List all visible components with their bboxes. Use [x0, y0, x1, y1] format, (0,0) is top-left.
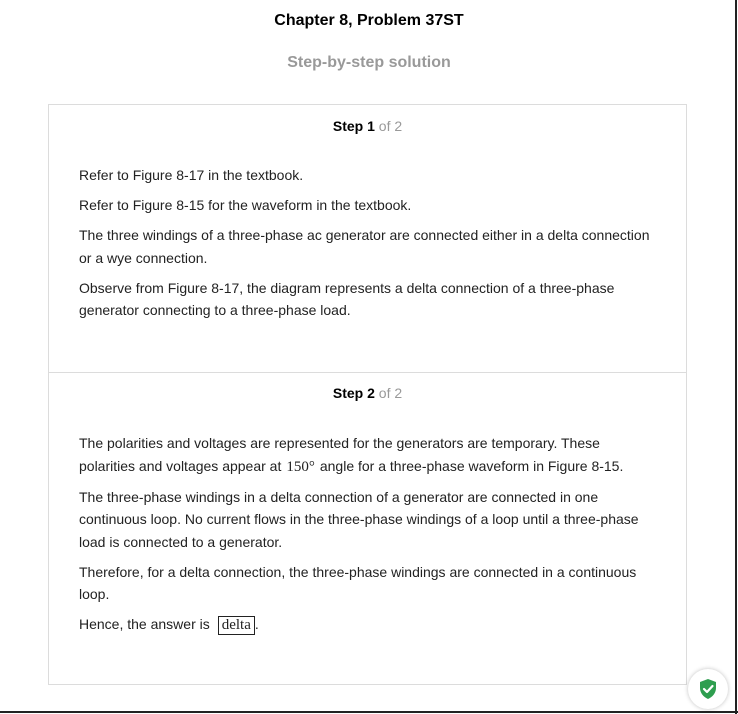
step-1-body	[79, 164, 659, 329]
step-1-number: 1	[367, 118, 375, 134]
step-1-paragraph: Observe from Figure 8-17, the diagram represents a delta connection of a three-phase generator connecting to a three-phase load.	[79, 279, 615, 318]
step-2-paragraph: The three-phase windings in a delta connection of a generator are connected in one continuous loop. No current flows in the three-phase windings of a loop until a three-phase load is connected to a generator.	[79, 488, 639, 550]
step-2-label: Step	[332, 385, 364, 401]
answer-prefix: Hence, the answer is	[79, 616, 210, 632]
step-1-paragraph: Refer to Figure 8-17 in the textbook.	[79, 167, 304, 183]
answer-suffix: .	[254, 616, 259, 632]
window-frame-bottom	[0, 711, 738, 713]
answer-box: delta	[218, 616, 255, 635]
step-2-paragraph: Therefore, for a delta connection, the three-phase windings are connected in a continuous loop.	[79, 563, 637, 602]
step-1-paragraph: The three windings of a three-phase ac generator are connected either in a delta connection or a wye connection.	[79, 227, 650, 266]
step-1-header	[49, 118, 686, 134]
step-1-paragraph: Refer to Figure 8-15 for the waveform in the textbook.	[79, 197, 412, 213]
security-badge[interactable]	[688, 669, 728, 709]
step-2-text: angle for a three-phase waveform in Figure 8-15.	[319, 457, 624, 474]
step-2-number: 2	[367, 385, 375, 401]
step-2-paragraph	[79, 432, 659, 478]
page-title: Chapter 8, Problem 37ST	[274, 12, 464, 29]
shield-check-icon	[697, 678, 719, 700]
angle-math: 150°	[286, 458, 315, 475]
step-2-body	[79, 432, 659, 643]
answer-line	[79, 613, 659, 636]
page-subtitle: Step-by-step solution	[287, 54, 451, 71]
step-divider	[49, 372, 686, 373]
step-2-header	[49, 385, 686, 401]
step-2-text: The polarities and voltages are represented for the generators are temporary. These polarities and voltages appear at	[79, 435, 600, 474]
solution-card	[48, 104, 687, 685]
step-2-count: of 2	[378, 385, 403, 401]
window-frame-right	[735, 0, 737, 714]
step-1-label: Step	[332, 118, 364, 134]
step-1-count: of 2	[378, 118, 403, 134]
